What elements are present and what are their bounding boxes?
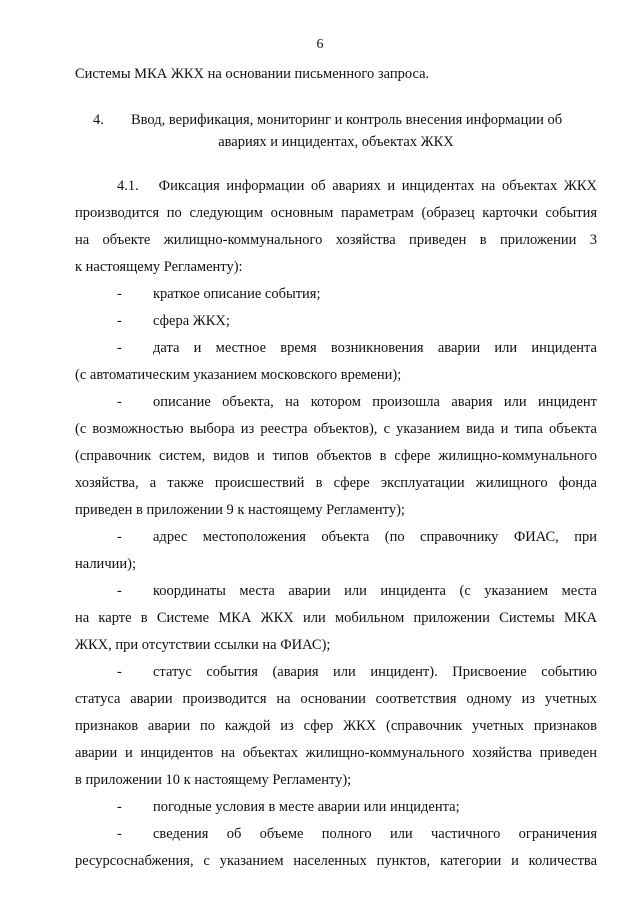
bullet-dash: - [117,799,122,815]
list-item-continuation: в приложении 10 к настоящему Регламенту); [75,772,352,788]
list-item: сведения об объеме полного или частичного ограничения [153,826,597,842]
list-item: статус события (авария или инцидент). Присвоение событию [153,664,597,680]
para-4-1-line4: к настоящему Регламенту): [75,259,243,275]
list-item-continuation: (справочник систем, видов и типов объектов в сфере жилищно-коммунального [75,448,597,464]
para-4-1-line3: на объекте жилищно-коммунального хозяйства приведен в приложении 3 [75,232,597,248]
list-item: краткое описание события; [153,286,321,302]
bullet-dash: - [117,529,122,545]
list-item: адрес местоположения объекта (по справочнику ФИАС, при [153,529,597,545]
list-item-continuation: аварии и инцидентов на объектах жилищно-коммунального хозяйства приведен [75,745,597,761]
list-item-continuation: (с автоматическим указанием московского времени); [75,367,402,383]
list-item: погодные условия в месте аварии или инцидента; [153,799,460,815]
bullet-dash: - [117,826,122,842]
list-item-continuation: хозяйства, а также происшествий в сфере эксплуатации жилищного фонда [75,475,597,491]
page-number: 6 [316,37,324,52]
bullet-dash: - [117,340,122,356]
intro-line: Системы МКА ЖКХ на основании письменного запроса. [75,66,430,82]
list-item: координаты места аварии или инцидента (с указанием места [153,583,597,599]
para-4-1-line1: 4.1. Фиксация информации об авариях и инцидентах на объектах ЖКХ [117,178,597,194]
list-item-continuation: статуса аварии производится на основании соответствия одному из учетных [75,691,597,707]
section-title-line1: Ввод, верификация, мониторинг и контроль внесения информации об [131,112,563,128]
list-item-continuation: (с возможностью выбора из реестра объектов), с указанием вида и типа объекта [75,421,597,437]
section-title-line2: авариях и инцидентах, объектах ЖКХ [218,134,454,150]
list-item-continuation: приведен в приложении 9 к настоящему Регламенту); [75,502,405,518]
bullet-dash: - [117,583,122,599]
list-item: сфера ЖКХ; [153,313,230,329]
list-item-continuation: ресурсоснабжения, с указанием населенных пунктов, категории и количества [75,853,597,869]
list-item-continuation: наличии); [75,556,136,572]
bullet-dash: - [117,394,122,410]
bullet-dash: - [117,664,122,680]
bullet-dash: - [117,286,122,302]
bullet-dash: - [117,313,122,329]
list-item-continuation: ЖКХ, при отсутствии ссылки на ФИАС); [75,637,331,653]
list-item-continuation: на карте в Системе МКА ЖКХ или мобильном приложении Системы МКА [75,610,597,626]
list-item-continuation: признаков аварии по каждой из сфер ЖКХ (справочник учетных признаков [75,718,597,734]
list-item: описание объекта, на котором произошла авария или инцидент [153,394,597,410]
list-item: дата и местное время возникновения аварии или инцидента [153,340,597,356]
para-4-1-line2: производится по следующим основным параметрам (образец карточки события [75,205,597,221]
section-number: 4. [93,112,104,128]
